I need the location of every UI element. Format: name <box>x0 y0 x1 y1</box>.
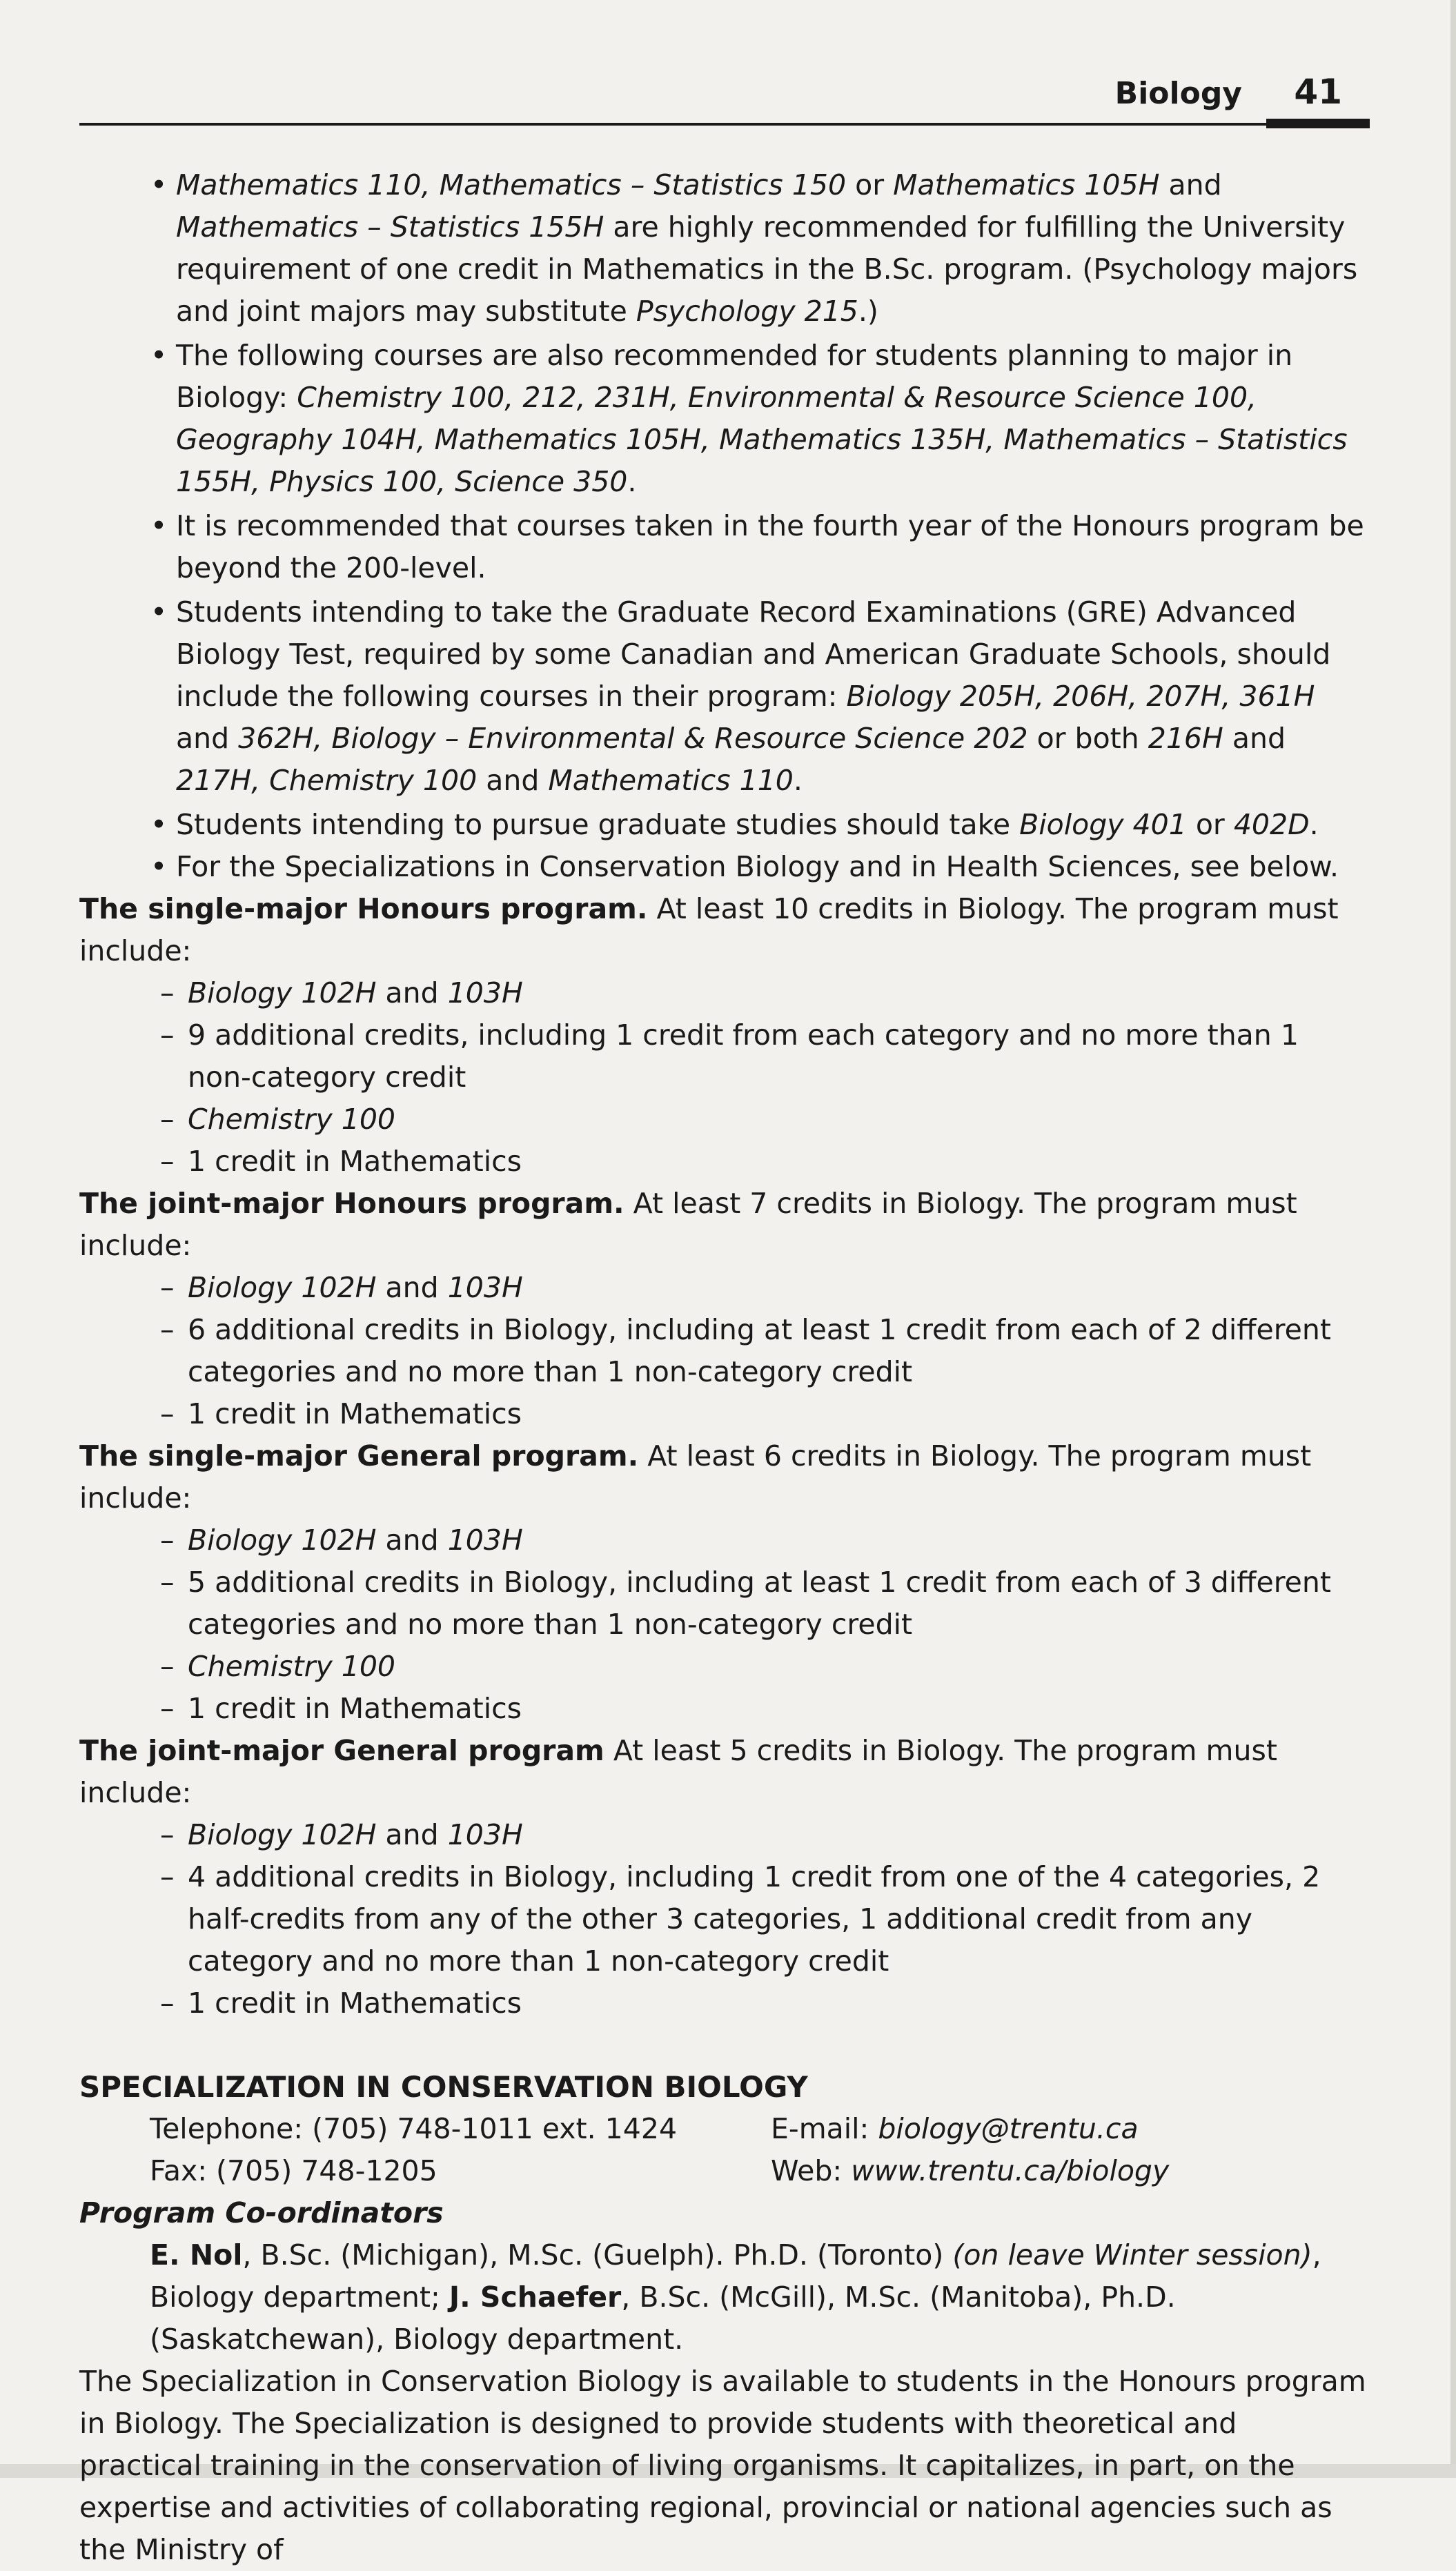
course-ref: Biology 401 <box>1019 808 1187 841</box>
course-ref: Psychology 215 <box>636 295 858 328</box>
text: and <box>376 976 448 1009</box>
course-ref: 103H <box>447 1524 523 1557</box>
program-heading <box>79 1435 1366 1519</box>
requirement-item: – 4 additional credits in Biology, including 1 credit from one of the 4 categories, 2 half-credits from any of the other 3 categories, 1 additional credit from any category and no more than 1 non-category credit <box>79 1856 1366 1982</box>
text: . <box>627 465 637 498</box>
web-line <box>771 2150 1169 2192</box>
requirement-item: – 1 credit in Mathematics <box>79 1688 1366 1730</box>
program-single-major-honours <box>79 888 1366 1183</box>
text: The following courses are also recommended for students planning to major in Biology: <box>176 339 1293 414</box>
specializations-note: • For the Specializations in Conservation Biology and in Health Sciences, see below. <box>79 846 1366 888</box>
course-ref: Biology 102H <box>188 1818 377 1851</box>
program-title: The single-major Honours program. <box>79 892 648 925</box>
phone-fax <box>150 2108 677 2192</box>
program-title: The joint-major General program <box>79 1734 604 1767</box>
course-ref: Biology 102H <box>188 1271 377 1304</box>
course-ref: 362H, Biology – Environmental & Resource Science 202 <box>238 722 1028 755</box>
contact-block <box>79 2108 1366 2192</box>
requirement-item: – 1 credit in Mathematics <box>79 1393 1366 1435</box>
email-label: E-mail: <box>771 2112 878 2145</box>
program-intro: At least 10 credits in Biology. The program must include: <box>79 892 1339 967</box>
text: and <box>477 764 549 797</box>
course-ref: Mathematics 110, Mathematics – Statistics 150 <box>176 168 847 201</box>
gre-note <box>79 591 1366 802</box>
program-heading <box>79 888 1366 972</box>
text: . <box>793 764 803 797</box>
requirement-item: – 9 additional credits, including 1 credit from each category and no more than 1 non-category credit <box>79 1014 1366 1099</box>
requirement-item <box>79 972 1366 1014</box>
specialization-heading: SPECIALIZATION IN CONSERVATION BIOLOGY <box>79 2070 808 2104</box>
requirement-item: – 6 additional credits in Biology, including at least 1 credit from each of 2 different categories and no more than 1 non-category credit <box>79 1309 1366 1393</box>
text: Students intending to take the Graduate Record Examinations (GRE) Advanced Biology Test, required by some Canadian and American Graduate Schools, should include the following courses in their program: <box>176 595 1331 713</box>
page-header <box>79 66 1370 135</box>
course-ref: 216H <box>1148 722 1223 755</box>
course-ref: Biology 102H <box>188 976 377 1009</box>
text: .) <box>858 295 878 328</box>
requirement-item: – 1 credit in Mathematics <box>79 1982 1366 2025</box>
course-ref: Chemistry 100, 212, 231H, Environmental & Resource Science 100, Geography 104H, Mathematics 105H, Mathematics 135H, Mathematics – Statistics 155H, Physics 100, Science 350 <box>176 381 1348 498</box>
text: Students intending to pursue graduate studies should take <box>176 808 1020 841</box>
section-title: Biology <box>1114 76 1242 111</box>
program-heading <box>79 1730 1366 1814</box>
requirement-item <box>79 1267 1366 1309</box>
requirement-list <box>79 1267 1366 1435</box>
header-rule <box>79 123 1370 126</box>
page-content <box>79 164 1366 2571</box>
email-line <box>771 2108 1169 2150</box>
text: or <box>1186 808 1234 841</box>
requirement-list <box>79 972 1366 1183</box>
page-edge-right <box>1450 0 1456 2478</box>
fax: Fax: (705) 748-1205 <box>150 2154 437 2187</box>
requirement-item <box>79 1646 1366 1688</box>
telephone: Telephone: (705) 748-1011 ext. 1424 <box>150 2112 678 2145</box>
text: and <box>176 722 239 755</box>
program-heading <box>79 1183 1366 1267</box>
web-label: Web: <box>771 2154 852 2187</box>
coordinator-note: (on leave Winter session) <box>952 2238 1312 2272</box>
course-ref: Mathematics 105H <box>893 168 1160 201</box>
text: and <box>376 1818 448 1851</box>
email-web <box>771 2108 1169 2192</box>
fourth-year-note: • It is recommended that courses taken in the fourth year of the Honours program be beyond the 200-level. <box>79 505 1366 589</box>
course-ref: Biology 102H <box>188 1524 377 1557</box>
course-ref: Chemistry 100 <box>188 1103 396 1136</box>
program-title: The joint-major Honours program. <box>79 1187 624 1220</box>
course-ref: 103H <box>447 1818 523 1851</box>
course-ref: Biology 205H, 206H, 207H, 361H <box>846 680 1315 713</box>
text: are highly recommended for fulfilling the University requirement of one credit in Mathematics in the B.Sc. program. (Psychology majors and joint majors may substitute <box>176 210 1358 328</box>
coordinator-name: J. Schaefer <box>449 2281 622 2314</box>
requirement-item <box>79 1519 1366 1562</box>
program-title: The single-major General program. <box>79 1439 639 1472</box>
program-intro: At least 6 credits in Biology. The program must include: <box>79 1439 1312 1515</box>
requirement-item: – 1 credit in Mathematics <box>79 1141 1366 1183</box>
coordinator-department: , Biology department; <box>150 2238 1321 2314</box>
coordinator-credentials: , B.Sc. (McGill), M.Sc. (Manitoba), Ph.D. (Saskatchewan), Biology department. <box>150 2281 1176 2356</box>
coordinators-heading: Program Co-ordinators <box>79 2196 444 2229</box>
text: and <box>376 1271 448 1304</box>
text: and <box>1159 168 1222 201</box>
requirement-item <box>79 1814 1366 1856</box>
program-single-major-general <box>79 1435 1366 1730</box>
coordinator-name: E. Nol <box>150 2238 243 2272</box>
header-rule-tab <box>1266 119 1370 128</box>
text: or <box>846 168 894 201</box>
coordinator-credentials: , B.Sc. (Michigan), M.Sc. (Guelph). Ph.D. (Toronto) <box>242 2238 953 2272</box>
course-ref: 402D <box>1233 808 1310 841</box>
requirement-list <box>79 1814 1366 2025</box>
course-ref: Mathematics 110 <box>548 764 794 797</box>
program-joint-major-honours <box>79 1183 1366 1435</box>
course-ref: 103H <box>447 976 523 1009</box>
specialization-description: The Specialization in Conservation Biology is available to students in the Honours program in Biology. The Specialization is designed to provide students with theoretical and practical training in the conservation of living organisms. It capitalizes, in part, on the expertise and activities of collaborating regional, provincial or national agencies such as the Ministry of <box>79 2365 1366 2566</box>
requirement-item <box>79 1099 1366 1141</box>
math-recommendation <box>79 164 1366 333</box>
requirement-item: – 5 additional credits in Biology, including at least 1 credit from each of 3 different categories and no more than 1 non-category credit <box>79 1562 1366 1646</box>
course-ref: Chemistry 100 <box>188 1650 396 1683</box>
coordinators-body <box>79 2234 1366 2361</box>
text: and <box>376 1524 448 1557</box>
course-ref: 217H, Chemistry 100 <box>176 764 478 797</box>
requirement-list <box>79 1519 1366 1730</box>
recommended-courses <box>79 335 1366 503</box>
recommendation-list <box>79 164 1366 888</box>
text: or both <box>1027 722 1148 755</box>
program-joint-major-general <box>79 1730 1366 2025</box>
program-intro: At least 7 credits in Biology. The program must include: <box>79 1187 1297 1262</box>
graduate-note <box>79 804 1366 846</box>
course-ref: Mathematics – Statistics 155H <box>176 210 604 244</box>
email-link[interactable]: biology@trentu.ca <box>878 2112 1139 2145</box>
text: and <box>1223 722 1286 755</box>
course-ref: 103H <box>447 1271 523 1304</box>
text: . <box>1309 808 1319 841</box>
web-link[interactable]: www.trentu.ca/biology <box>851 2154 1170 2187</box>
page-number: 41 <box>1294 72 1342 112</box>
program-intro: At least 5 credits in Biology. The program must include: <box>79 1734 1277 1809</box>
